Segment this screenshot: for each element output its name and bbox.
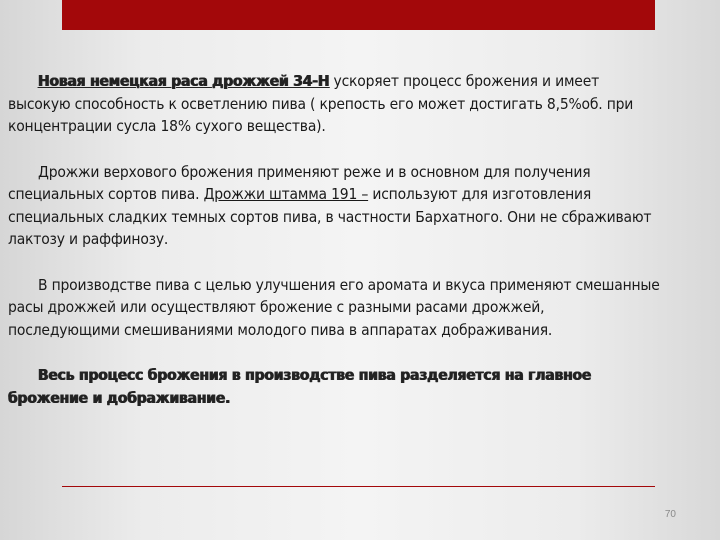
top-fermentation-text: Дрожжи верхового брожения применяют реже и в основном для получения специальных сортов пива.	[8, 162, 591, 203]
paragraph-fermentation-stages	[8, 364, 660, 409]
page-number: 70	[664, 509, 676, 520]
bottom-divider	[62, 486, 655, 487]
slide-body	[8, 70, 660, 432]
fermentation-stages-text: Весь процесс брожения в производстве пива разделяется на главное брожение и дображивание.	[8, 366, 592, 407]
strain-191-text: используют для изготовления специальных сладких темных сортов пива, в частности Бархатного. Они не сбраживают лактозу и раффинозу.	[8, 185, 652, 248]
strain-191-heading: Дрожжи штамма 191 –	[203, 185, 369, 203]
yeast-34n-text: ускоряет процесс брожения и имеет высокую способность к осветлению пива ( крепость его может достигать 8,5%об. при концентрации сусла 18% сухого вещества).	[8, 72, 634, 135]
paragraph-mixed-races	[8, 274, 660, 342]
yeast-34n-heading: Новая немецкая раса дрожжей 34-Н	[38, 72, 330, 90]
paragraph-yeast-34n	[8, 70, 660, 138]
paragraph-top-fermentation	[8, 161, 660, 251]
mixed-races-text: В производстве пива с целью улучшения его аромата и вкуса применяют смешанные расы дрожжей или осуществляют брожение с разными расами дрожжей, последующими смешиваниями молодого пива в аппаратах дображивания.	[8, 275, 660, 339]
top-accent-bar	[62, 0, 655, 30]
